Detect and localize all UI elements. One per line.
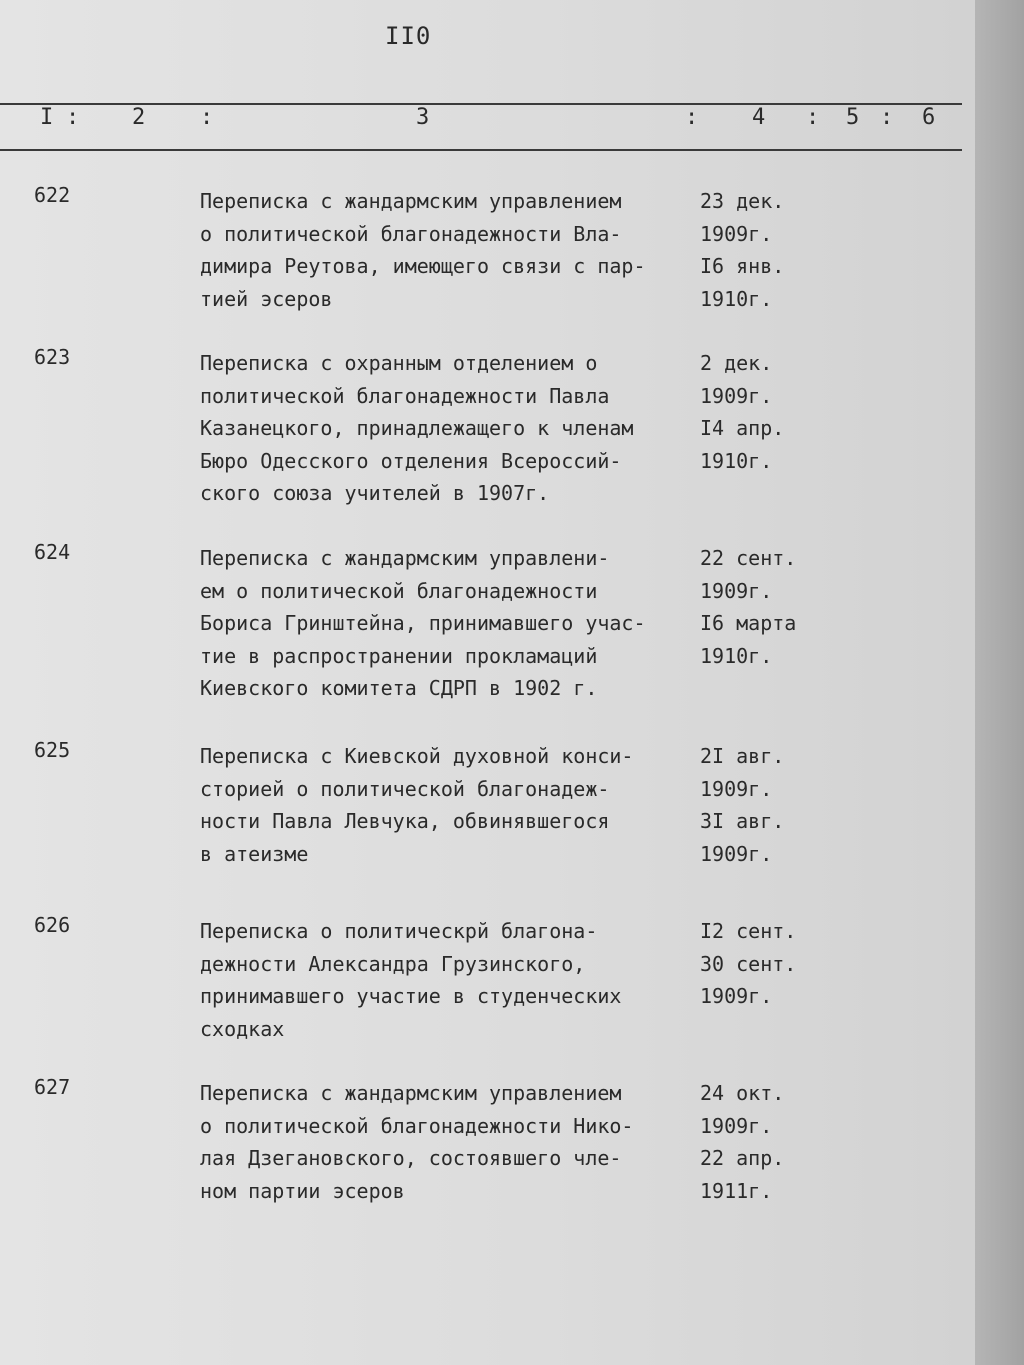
description-line: Киевского комитета СДРП в 1902 г. bbox=[200, 676, 598, 700]
description-line: Переписка с охранным отделением о bbox=[200, 351, 598, 375]
date-line: 24 окт. bbox=[700, 1081, 785, 1105]
description-line: сторией о политической благонадеж- bbox=[200, 776, 610, 801]
entry-description bbox=[200, 1077, 700, 1207]
date-line: 1909г. bbox=[700, 1113, 773, 1138]
page-number: II0 bbox=[385, 22, 432, 50]
column-header-3: 3 bbox=[416, 105, 430, 130]
column-header-6: 6 bbox=[922, 105, 936, 130]
description-line: ем о политической благонадежности bbox=[200, 578, 598, 603]
column-header-1: I bbox=[40, 105, 54, 130]
entry-dates bbox=[700, 740, 840, 870]
description-line: о политической благонадежности Нико- bbox=[200, 1113, 634, 1138]
entry-number: 627 bbox=[34, 1075, 71, 1099]
date-line: 1909г. bbox=[700, 984, 773, 1008]
entry-dates bbox=[700, 1077, 840, 1207]
description-line: тией эсеров bbox=[200, 286, 333, 311]
entry-description bbox=[200, 185, 700, 315]
date-line: 1910г. bbox=[700, 286, 773, 311]
date-line: 30 сент. bbox=[700, 951, 797, 976]
entry-number: 625 bbox=[34, 738, 71, 762]
entry-description bbox=[200, 542, 700, 705]
date-line: 3I авг. bbox=[700, 809, 785, 833]
description-line: Переписка с жандармским управлением bbox=[200, 1081, 622, 1105]
description-line: Переписка с жандармским управлени- bbox=[200, 546, 610, 570]
date-line: 1909г. bbox=[700, 221, 773, 246]
description-line: Переписка с Киевской духовной конси- bbox=[200, 744, 634, 768]
date-line: 23 дек. bbox=[700, 189, 785, 213]
date-line: 1909г. bbox=[700, 776, 773, 801]
description-line: ном партии эсеров bbox=[200, 1178, 405, 1203]
date-line: 2I авг. bbox=[700, 744, 785, 768]
description-line: тие в распространении прокламаций bbox=[200, 643, 598, 668]
entry-description bbox=[200, 915, 700, 1045]
date-line: 1909г. bbox=[700, 841, 773, 866]
description-line: в атеизме bbox=[200, 841, 309, 866]
description-line: о политической благонадежности Вла- bbox=[200, 221, 622, 246]
date-line: I6 янв. bbox=[700, 254, 785, 278]
entry-dates bbox=[700, 185, 840, 315]
entry-number: 623 bbox=[34, 345, 71, 369]
column-separator: : bbox=[66, 105, 80, 130]
column-header-5: 5 bbox=[846, 105, 860, 130]
date-line: 1910г. bbox=[700, 643, 773, 668]
date-line: I4 апр. bbox=[700, 416, 785, 440]
description-line: Переписка о политическрй благона- bbox=[200, 919, 598, 943]
description-line: Казанецкого, принадлежащего к членам bbox=[200, 416, 634, 440]
entry-dates bbox=[700, 542, 840, 672]
entry-number: 624 bbox=[34, 540, 71, 564]
description-line: сходках bbox=[200, 1016, 285, 1041]
column-header-2: 2 bbox=[132, 105, 146, 130]
column-header-4: 4 bbox=[752, 105, 766, 130]
description-line: Бюро Одесского отделения Всероссий- bbox=[200, 448, 622, 473]
header-rule-bottom bbox=[0, 149, 962, 151]
description-line: Бориса Гринштейна, принимавшего учас- bbox=[200, 611, 646, 635]
description-line: димира Реутова, имеющего связи с пар- bbox=[200, 254, 646, 278]
page-edge-background bbox=[975, 0, 1024, 1365]
description-line: принимавшего участие в студенческих bbox=[200, 984, 622, 1008]
description-line: ского союза учителей в 1907г. bbox=[200, 481, 550, 505]
date-line: 1910г. bbox=[700, 448, 773, 473]
entry-dates bbox=[700, 915, 840, 1013]
entry-number: 622 bbox=[34, 183, 71, 207]
date-line: 2 дек. bbox=[700, 351, 773, 375]
entry-description bbox=[200, 347, 700, 510]
date-line: 1909г. bbox=[700, 383, 773, 408]
column-separator: : bbox=[685, 105, 699, 130]
date-line: 1909г. bbox=[700, 578, 773, 603]
description-line: лая Дзегановского, состоявшего чле- bbox=[200, 1146, 622, 1170]
description-line: Переписка с жандармским управлением bbox=[200, 189, 622, 213]
entry-dates bbox=[700, 347, 840, 477]
description-line: ности Павла Левчука, обвинявшегося bbox=[200, 809, 610, 833]
date-line: I6 марта bbox=[700, 611, 797, 635]
column-separator: : bbox=[806, 105, 820, 130]
description-line: дежности Александра Грузинского, bbox=[200, 951, 586, 976]
column-separator: : bbox=[880, 105, 894, 130]
date-line: 22 сент. bbox=[700, 546, 797, 570]
date-line: I2 сент. bbox=[700, 919, 797, 943]
date-line: 22 апр. bbox=[700, 1146, 785, 1170]
date-line: 1911г. bbox=[700, 1178, 773, 1203]
column-separator: : bbox=[200, 105, 214, 130]
description-line: политической благонадежности Павла bbox=[200, 383, 610, 408]
entry-number: 626 bbox=[34, 913, 71, 937]
entry-description bbox=[200, 740, 700, 870]
